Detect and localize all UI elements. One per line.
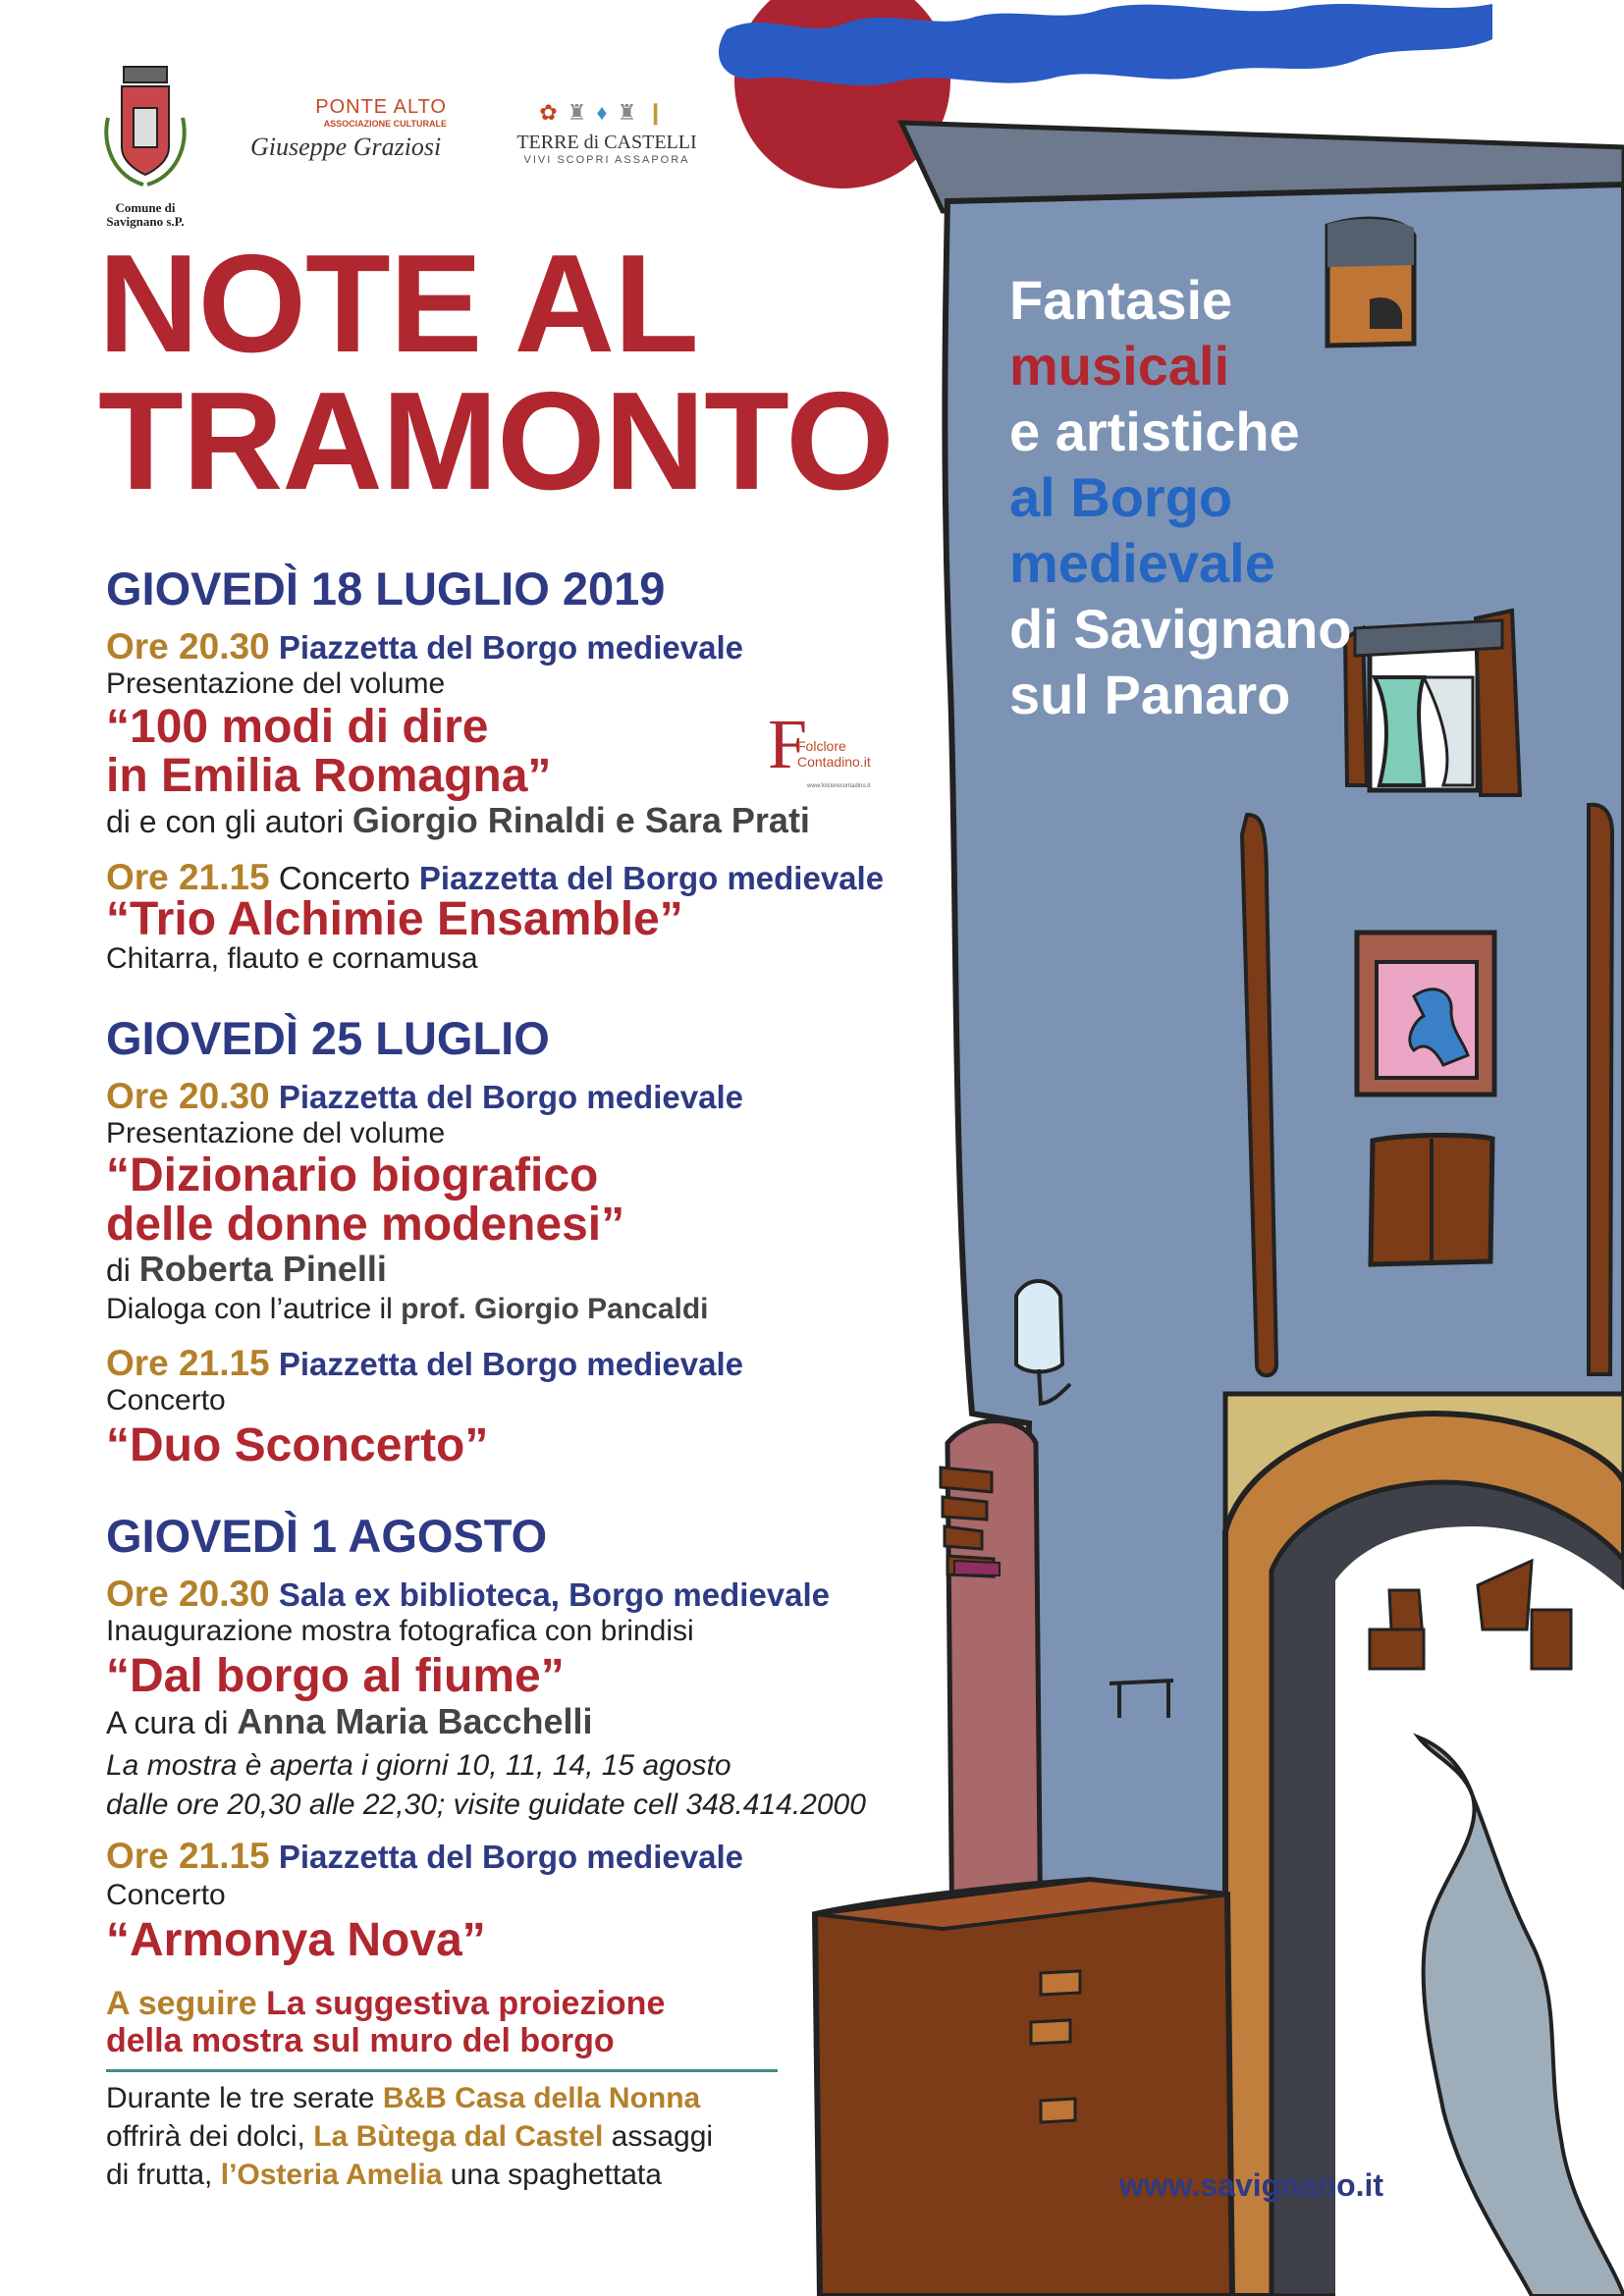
day2-event1-time-row [106, 1076, 743, 1117]
day3-e2-title: “Armonya Nova” [106, 1914, 486, 1966]
comune-logo [96, 59, 194, 236]
day2-e1-place: Piazzetta del Borgo medievale [278, 1079, 743, 1115]
folclore-logo [768, 705, 905, 797]
footer-c2: l’Osteria Amelia [220, 2159, 443, 2191]
terre-tagline: VIVI SCOPRI ASSAPORA [523, 154, 690, 166]
day1-e2-kind: Concerto [278, 860, 410, 896]
ponte-alto-signature: Giuseppe Graziosi [250, 133, 442, 161]
day3-follow-label: A seguire [106, 1985, 257, 2022]
day2-e2-title: “Duo Sconcerto” [106, 1419, 489, 1471]
footer-text [106, 2079, 713, 2194]
terre-icons [509, 100, 705, 126]
day1-e1-time: Ore 20.30 [106, 626, 270, 667]
day3-follow-1: La suggestiva proiezione [266, 1985, 666, 2022]
tagline-1: Fantasie [1009, 269, 1233, 331]
footer-divider [106, 2069, 778, 2072]
day2-e1-dialog-name: prof. Giorgio Pancaldi [401, 1293, 709, 1325]
day1-e2-title: “Trio Alchimie Ensamble” [106, 893, 683, 945]
day1-e2-time: Ore 21.15 [106, 857, 270, 897]
tagline-5: medievale [1009, 532, 1275, 594]
day3-e1-by: A cura di [106, 1705, 229, 1740]
day3-follow [106, 1985, 665, 2059]
footer-c3: una spaghettata [450, 2159, 662, 2191]
terre-name: TERRE di CASTELLI [516, 132, 697, 153]
ponte-alto-name: PONTE ALTO [315, 96, 447, 118]
day3-follow-2: della mostra sul muro del borgo [106, 2022, 615, 2059]
day2-heading: GIOVEDÌ 25 LUGLIO [106, 1012, 550, 1064]
tagline-3: e artistiche [1009, 400, 1300, 462]
coat-of-arms-icon [96, 59, 194, 196]
day2-e1-title-2: delle donne modenesi” [106, 1199, 625, 1251]
day2-e1-time: Ore 20.30 [106, 1076, 270, 1116]
leaf-icon: ✿ [539, 100, 568, 125]
day3-e1-time: Ore 20.30 [106, 1574, 270, 1614]
tagline-7: sul Panaro [1009, 664, 1291, 725]
day2-e1-by: di [106, 1253, 131, 1288]
tower-icon: ♜ [617, 100, 647, 125]
day1-event2-time-row [106, 857, 884, 898]
day3-e2-kind: Concerto [106, 1879, 226, 1911]
ponte-alto-logo [250, 96, 447, 162]
tagline [1009, 267, 1352, 727]
day1-e1-title-1: “100 modi di dire [106, 701, 489, 753]
folclore-url: www.folclorecontadino.it [807, 783, 871, 789]
footer-b1: offrirà dei dolci, [106, 2120, 305, 2153]
day1-e2-place: Piazzetta del Borgo medievale [418, 860, 885, 896]
day1-event1-time-row [106, 626, 743, 667]
day3-e1-place: Sala ex biblioteca, Borgo medievale [278, 1576, 831, 1613]
day1-e1-place: Piazzetta del Borgo medievale [278, 629, 743, 666]
day2-e2-place: Piazzetta del Borgo medievale [278, 1346, 743, 1382]
day2-e1-author-row [106, 1249, 387, 1290]
footer-c1: di frutta, [106, 2159, 213, 2191]
day3-e1-desc: Inaugurazione mostra fotografica con brindisi [106, 1615, 694, 1647]
day2-e1-dialog: Dialoga con l’autrice il [106, 1293, 393, 1325]
day1-e1-title-2: in Emilia Romagna” [106, 750, 552, 802]
day1-heading: GIOVEDÌ 18 LUGLIO 2019 [106, 562, 666, 614]
day3-e2-time: Ore 21.15 [106, 1836, 270, 1876]
folclore-text: Folclore Contadino.it [797, 738, 871, 770]
day3-e1-info-2: dalle ore 20,30 alle 22,30; visite guidate cell 348.414.2000 [106, 1789, 866, 1821]
footer-b2: La Bùtega dal Castel [313, 2120, 604, 2153]
day2-event2-time-row [106, 1343, 743, 1384]
tagline-6: di Savignano [1009, 598, 1352, 660]
day3-e1-info-1: La mostra è aperta i giorni 10, 11, 14, 15 agosto [106, 1749, 731, 1782]
day2-e1-author: Roberta Pinelli [138, 1249, 387, 1289]
title-line-2: TRAMONTO [98, 363, 893, 519]
castle-icon: ♜ [567, 100, 597, 125]
day1-e1-authors-row [106, 800, 810, 841]
day1-e1-by: di e con gli autori [106, 804, 344, 839]
day2-e1-dialog-row [106, 1293, 709, 1326]
day3-e1-author-row [106, 1701, 593, 1742]
day3-e1-author: Anna Maria Bacchelli [237, 1701, 593, 1741]
day1-e1-authors: Giorgio Rinaldi e Sara Prati [352, 800, 810, 840]
day3-event1-time-row [106, 1574, 830, 1615]
day1-e2-desc: Chitarra, flauto e cornamusa [106, 942, 478, 975]
day3-e1-title: “Dal borgo al fiume” [106, 1650, 565, 1702]
day2-e2-time: Ore 21.15 [106, 1343, 270, 1383]
day2-e2-kind: Concerto [106, 1384, 226, 1416]
drop-icon: ♦ [596, 100, 618, 125]
footer-a2: B&B Casa della Nonna [382, 2082, 701, 2114]
folclore-letter-f: F [768, 705, 808, 783]
day3-event2-time-row [106, 1836, 743, 1877]
day1-e1-desc: Presentazione del volume [106, 667, 446, 700]
day3-e2-place: Piazzetta del Borgo medievale [278, 1839, 743, 1875]
footer-a1: Durante le tre serate [106, 2082, 375, 2114]
ponte-alto-sub: ASSOCIAZIONE CULTURALE [323, 119, 447, 129]
comune-name: Comune di Savignano s.P. [106, 200, 185, 229]
day3-heading: GIOVEDÌ 1 AGOSTO [106, 1510, 548, 1562]
day2-e1-title-1: “Dizionario biografico [106, 1149, 599, 1201]
footer-b3: assaggi [611, 2120, 714, 2153]
tagline-2: musicali [1009, 335, 1230, 397]
box-shape [815, 1880, 1232, 2296]
tagline-4: al Borgo [1009, 466, 1233, 528]
grain-icon: ❙ [646, 100, 675, 125]
day2-e1-desc: Presentazione del volume [106, 1117, 446, 1149]
title-line-1: NOTE AL [98, 226, 698, 382]
website-link[interactable]: www.savignano.it [1119, 2167, 1384, 2203]
terre-logo [509, 100, 705, 166]
lantern-shape [1016, 1281, 1062, 1372]
